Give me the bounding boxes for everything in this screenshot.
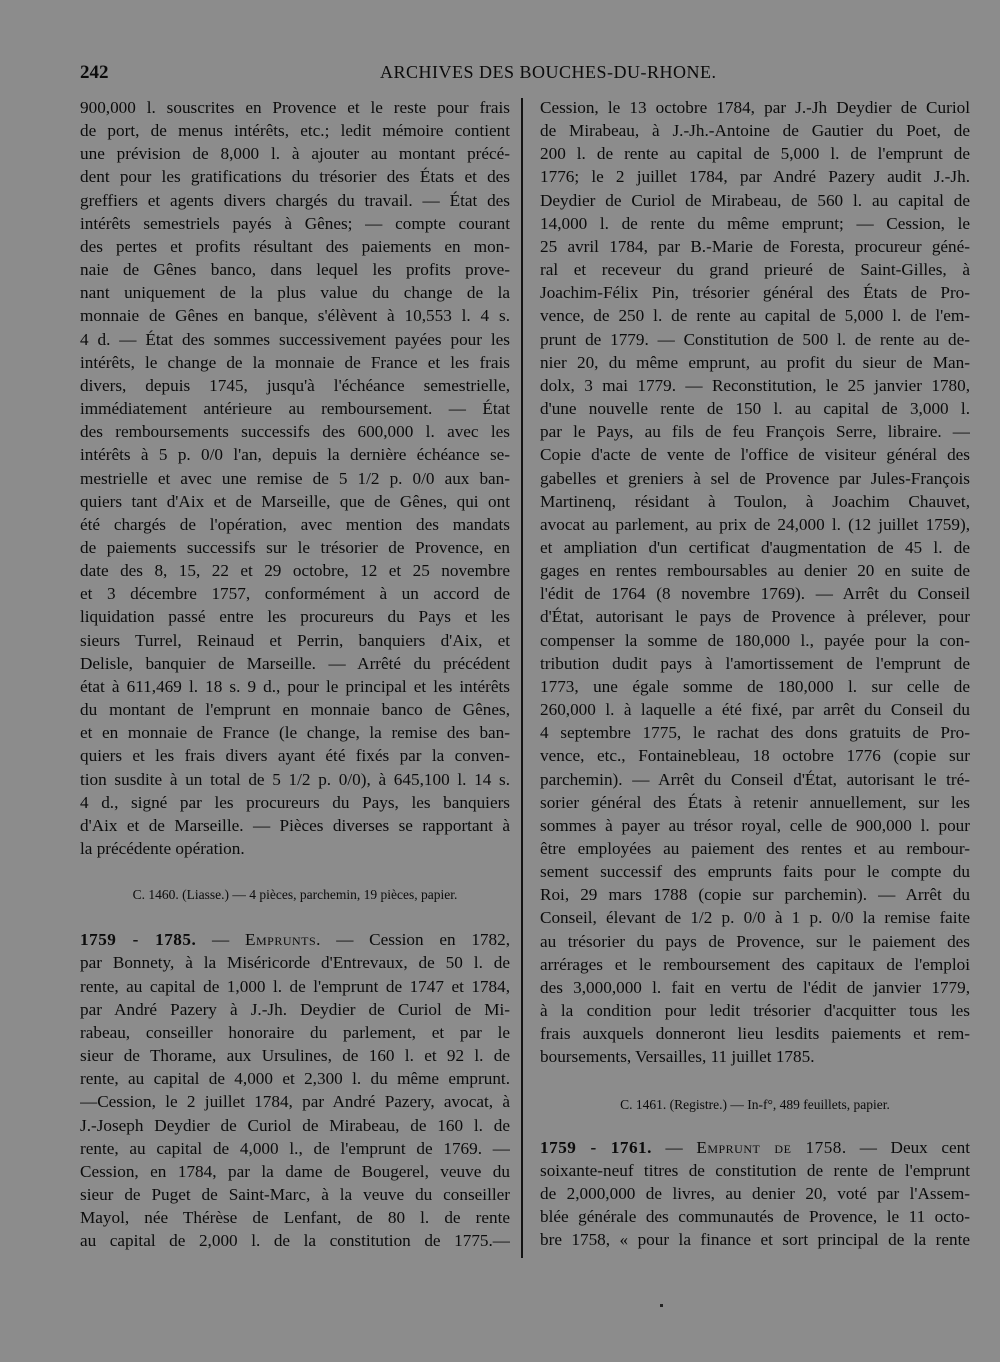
entry-body	[540, 1159, 970, 1252]
text-line: 1776; le 2 juillet 1784, par André Pazery audit J.-Jh.	[540, 167, 970, 187]
text-line: l'édit de 1764 (8 novembre 1769). — Arrêt du Conseil	[540, 584, 970, 604]
left-column	[80, 96, 510, 1253]
text-line: 260,000 l. à laquelle a été fixé, par arrêt du Conseil du	[540, 700, 970, 720]
text-line: des 3,000,000 l. fait en vertu de l'édit de janvier 1779,	[540, 977, 970, 997]
text-line: quiers tant d'Aix et de Marseille, que de Gênes, qui ont	[80, 491, 510, 511]
text-line: rente, au capital de 4,000 l., de l'emprunt de 1769. —	[80, 1138, 510, 1158]
text-line: vence, etc., Fontainebleau, 18 octobre 1776 (copie sur	[540, 746, 970, 766]
caption-c1460: C. 1460. (Liasse.) — 4 pièces, parchemin, 19 pièces, papier.	[132, 887, 458, 903]
entry-title: Emprunts	[244, 930, 317, 950]
entry-date: 1759 - 1785.	[80, 930, 197, 950]
text-line: Cession, le 13 octobre 1784, par J.-Jh Deydier de Curiol	[540, 98, 970, 117]
entry-line-text: . — Deux cent	[841, 1137, 970, 1157]
caption-c1461: C. 1461. (Registre.) — In-f°, 489 feuillets, papier.	[620, 1096, 890, 1112]
text-line: sommes à payer au trésor royal, celle de 900,000 l. pour	[540, 815, 970, 835]
text-line: des pertes et profits résultant des paiements en mon-	[80, 236, 510, 256]
text-line: parchemin). — Arrêt du Conseil d'État, autorisant le tré-	[540, 769, 970, 789]
text-line: nant uniquement de la plus value du change de la	[80, 283, 510, 303]
column-divider	[521, 98, 523, 1258]
entry-first-line	[80, 928, 510, 951]
text-line: tribution dudit pays à l'amortissement de l'emprunt de	[540, 653, 970, 673]
text-line: sieurs Turrel, Reinaud et Perrin, banquiers d'Aix, et	[80, 630, 510, 650]
text-line: monnaie de Gênes en banque, s'élèvent à 10,553 l. 4 s.	[80, 306, 510, 326]
text-line: être employées au paiement des rentes et au rembour-	[540, 839, 970, 858]
entry-dash: —	[651, 1137, 697, 1157]
text-line: J.-Joseph Deydier de Curiol de Mirabeau, de 160 l. de	[80, 1115, 510, 1135]
text-line: Cession, en 1784, par la dame de Bougerel, veuve du	[80, 1161, 510, 1181]
text-line: Deydier de Curiol de Mirabeau, de 560 l. au capital de	[540, 190, 970, 210]
text-line: 25 avril 1784, par B.-Marie de Foresta, procureur géné-	[540, 236, 970, 256]
text-line: au capital de 2,000 l. de la constitution de 1775.—	[80, 1231, 510, 1251]
text-line: bre 1758, « pour la finance et sort principal de la rente	[540, 1230, 970, 1250]
text-line: compenser la somme de 180,000 l., payée pour la con-	[540, 630, 970, 650]
text-line: et ampliation d'un certificat d'augmentation de 45 l. de	[540, 537, 970, 557]
text-line: dent pour les gratifications du trésorier des États et des	[80, 167, 510, 187]
text-line: liquidation passé entre les procureurs du Pays et les	[80, 607, 510, 627]
text-line: état à 611,469 l. 18 s. 9 d., pour le principal et les intérêts	[80, 676, 510, 696]
text-line: une prévision de 8,000 l. à ajouter au montant précé-	[80, 144, 510, 164]
text-line: sement successif des emprunts faits pour le compte du	[540, 862, 970, 882]
text-line: frais auxquels donneront lieu lesdits paiements et rem-	[540, 1024, 970, 1044]
text-line: intérêts à 5 p. 0/0 l'an, depuis la dernière échéance se-	[80, 445, 510, 465]
text-line: mestrielle et avec une remise de 5 1/2 p. 0/0 aux ban-	[80, 468, 510, 488]
text-line: gages en rentes remboursables au denier 20 en suite de	[540, 561, 970, 581]
text-line: gabelles et greniers à sel de Provence par Jules-François	[540, 468, 970, 488]
text-line: naie de Gênes banco, dans lequel les profits prove-	[80, 260, 510, 280]
print-speck	[660, 1304, 663, 1307]
text-line: avocat au parlement, au prix de 24,000 l. (12 juillet 1759),	[540, 514, 970, 534]
text-line: 200 l. de rente au capital de 5,000 l. de l'emprunt de	[540, 144, 970, 164]
text-line: nier 20, du même emprunt, au profit du sieur de Man-	[540, 352, 970, 372]
running-title: ARCHIVES DES BOUCHES-DU-RHONE.	[380, 62, 717, 82]
text-line: 4 septembre 1775, le rachat des dons gratuits de Pro-	[540, 723, 970, 743]
page-header	[80, 62, 717, 92]
text-line: au trésorier du pays de Provence, sur le paiement des	[540, 931, 970, 951]
text-line: blée générale des communautés de Provence, le 11 octo-	[540, 1207, 970, 1227]
text-line: tion susdite à un total de 5 1/2 p. 0/0), à 645,100 l. 14 s.	[80, 769, 510, 789]
text-line: par le Pays, au fils de feu François Serre, libraire. —	[540, 422, 970, 442]
right-column	[540, 96, 970, 1252]
entry-c1461	[540, 1136, 970, 1252]
text-line: sieur de Puget de Saint-Marc, à la veuve du conseiller	[80, 1185, 510, 1205]
text-line: quiers et les frais divers ayant été fixés par la conven-	[80, 746, 510, 766]
text-line: Copie d'acte de vente de l'office de visiteur général des	[540, 445, 970, 465]
text-line: de paiements successifs sur le trésorier de Provence, en	[80, 537, 510, 557]
text-line: rabeau, conseiller honoraire du parlement, et par le	[80, 1022, 510, 1042]
text-line: greffiers et agents divers chargés du travail. — État des	[80, 190, 510, 210]
text-line: prunt de 1779. — Constitution de 500 l. de rente au de-	[540, 329, 970, 349]
text-line: dolx, 3 mai 1779. — Reconstitution, le 25 janvier 1780,	[540, 375, 970, 395]
text-line: d'une nouvelle rente de 150 l. au capital de 3,000 l.	[540, 399, 970, 419]
text-line: du montant de l'emprunt en monnaie banco de Gênes,	[80, 700, 510, 720]
text-line: sieur de Thorame, aux Ursulines, de 160 l. et 92 l. de	[80, 1046, 510, 1066]
text-line: et 3 décembre 1757, conformément à un accord de	[80, 584, 510, 604]
text-line: sorier général des États à retenir annuellement, sur les	[540, 792, 970, 812]
text-line: Martinenq, résidant à Toulon, à Joachim Chauvet,	[540, 491, 970, 511]
entry-date: 1759 - 1761.	[540, 1137, 652, 1157]
entry-body	[80, 951, 510, 1252]
text-line: soixante-neuf titres de constitution de rente de l'emprunt	[540, 1160, 970, 1180]
text-line: par Bonnety, à la Miséricorde d'Entrevaux, de 50 l. de	[80, 953, 510, 973]
text-line: de 2,000,000 de livres, au denier 20, voté par l'Assem-	[540, 1184, 970, 1204]
text-line: 1773, une égale somme de 180,000 l. sur celle de	[540, 676, 970, 696]
text-line: des remboursements successifs des 600,000 l. avec les	[80, 422, 510, 442]
text-line: Mayol, née Thérèse de Lenfant, de 80 l. de rente	[80, 1208, 510, 1228]
entry-dash: —	[196, 930, 245, 950]
text-line: boursements, Versailles, 11 juillet 1785.	[540, 1047, 815, 1067]
text-line: 900,000 l. souscrites en Provence et le reste pour frais	[80, 98, 510, 117]
text-line: rente, au capital de 4,000 et 2,300 l. du même emprunt.	[80, 1069, 510, 1089]
right-continuation-paragraph	[540, 96, 970, 1069]
entry-c1460	[80, 928, 510, 1252]
text-line: d'Aix et de Marseille. — Pièces diverses se rapportant à	[80, 815, 510, 835]
left-continuation-paragraph	[80, 96, 510, 860]
text-line: Conseil, élevant de 1/2 p. 0/0 à 1 p. 0/0 la remise faite	[540, 908, 970, 928]
entry-title: Emprunt de 1758	[696, 1137, 842, 1157]
text-line: vence, de 250 l. de rente au capital de 5,000 l. de l'em-	[540, 306, 970, 326]
text-line: arrérages et le remboursement des capitaux de l'emploi	[540, 954, 970, 974]
text-line: de port, de menus intérêts, etc.; ledit mémoire contient	[80, 121, 510, 141]
text-line: —Cession, le 2 juillet 1784, par André Pazery, avocat, à	[80, 1092, 510, 1112]
text-line: la précédente opération.	[80, 839, 245, 858]
text-line: ral et receveur du grand prieuré de Saint-Gilles, à	[540, 260, 970, 280]
text-line: Roi, 29 mars 1788 (copie sur parchemin). — Arrêt du	[540, 885, 970, 905]
text-line: 4 d., signé par les procureurs du Pays, les banquiers	[80, 792, 510, 812]
text-line: intérêts, le change de la monnaie de France et les frais	[80, 352, 510, 372]
page-number: 242	[80, 62, 109, 83]
text-line: 14,000 l. de rente du même emprunt; — Cession, le	[540, 213, 970, 233]
text-line: date des 8, 15, 22 et 29 octobre, 12 et 25 novembre	[80, 561, 510, 581]
text-line: rente, au capital de 1,000 l. de l'emprunt de 1747 et 1784,	[80, 976, 510, 996]
text-line: intérêts semestriels payés à Gênes; — compte courant	[80, 213, 510, 233]
text-line: été chargés de l'opération, avec mention des mandats	[80, 514, 510, 534]
entry-first-line	[540, 1136, 970, 1159]
text-line: et en monnaie de France (le change, la remise des ban-	[80, 723, 510, 743]
entry-line-text: . — Cession en 1782,	[316, 930, 510, 950]
text-line: d'État, autorisant le pays de Provence à prélever, pour	[540, 607, 970, 627]
text-line: Delisle, banquier de Marseille. — Arrêté du précédent	[80, 653, 510, 673]
text-line: à la condition pour ledit trésorier d'acquitter tous les	[540, 1001, 970, 1021]
text-line: immédiatement antérieure au remboursement. — État	[80, 399, 510, 419]
text-line: Joachim-Félix Pin, trésorier général des États de Pro-	[540, 283, 970, 303]
text-line: de Mirabeau, à J.-Jh.-Antoine de Gautier du Poet, de	[540, 121, 970, 141]
text-line: divers, depuis 1745, jusqu'à l'échéance semestrielle,	[80, 375, 510, 395]
text-line: 4 d. — État des sommes successivement payées pour les	[80, 329, 510, 349]
text-line: par André Pazery à J.-Jh. Deydier de Curiol de Mi-	[80, 999, 510, 1019]
